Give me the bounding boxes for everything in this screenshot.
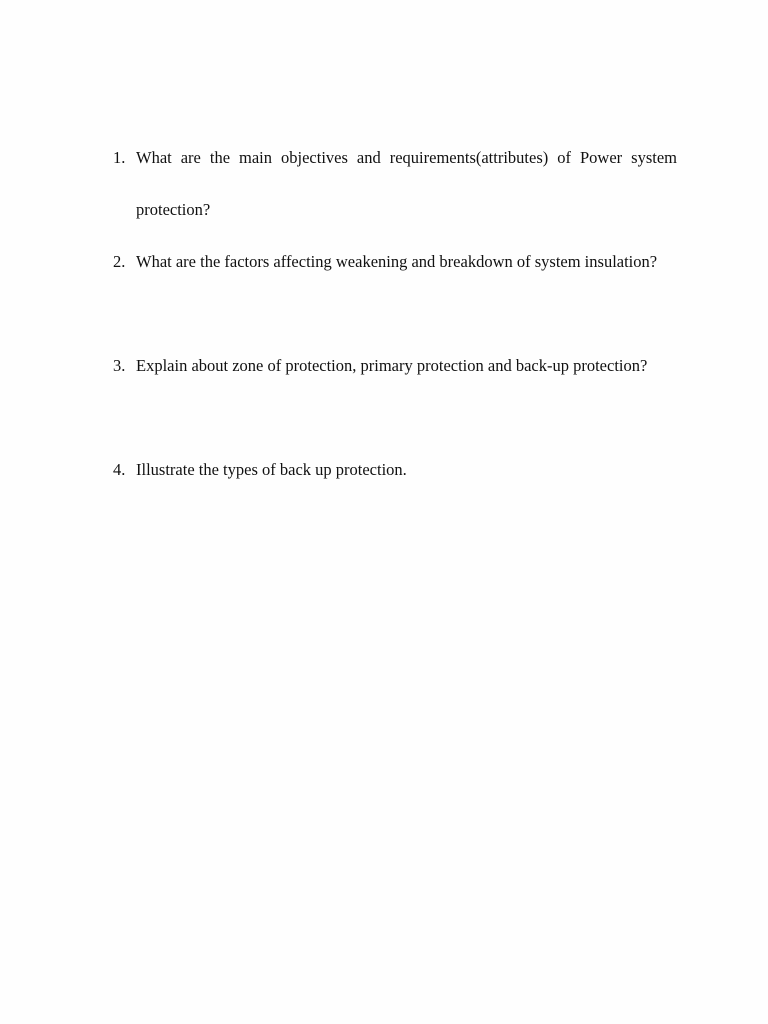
question-item-2 [113,248,677,352]
question-text: Explain about zone of protection, primary protection and back-up protection? [136,356,648,375]
question-number: 3. [113,356,126,375]
question-text: Illustrate the types of back up protection. [136,460,407,479]
question-number: 1. [113,148,126,167]
question-number: 4. [113,460,126,479]
question-item-4 [113,456,677,508]
question-number: 2. [113,252,126,271]
question-list [113,144,677,508]
question-item-3 [113,352,677,456]
question-text: What are the main objectives and requirements(attributes) of Power system protection? [136,148,677,219]
question-text: What are the factors affecting weakening and breakdown of system insulation? [136,252,658,271]
question-item-1 [113,144,677,248]
